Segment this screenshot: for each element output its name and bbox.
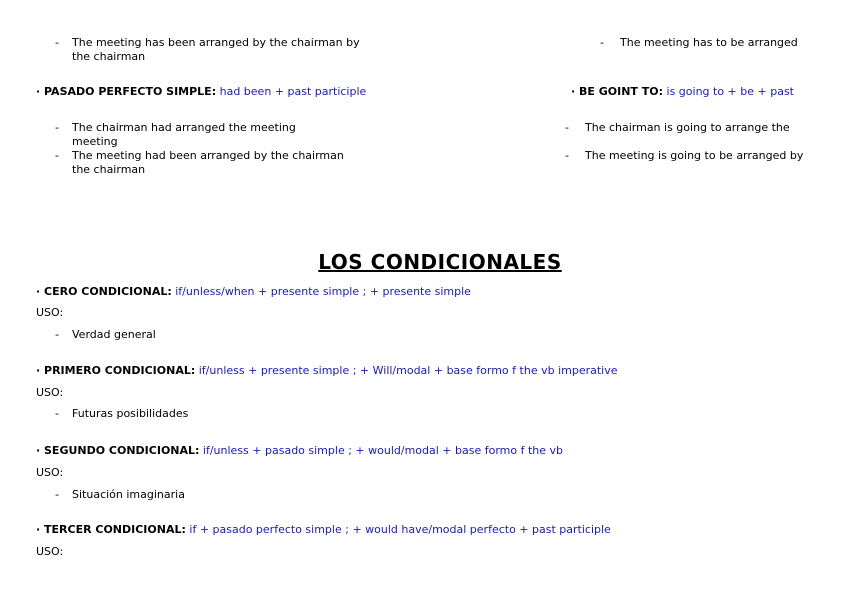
- uso-label: USO:: [36, 306, 64, 319]
- primero-condicional-heading: [36, 364, 618, 377]
- list-dash: -: [55, 36, 59, 49]
- list-dash: -: [55, 121, 59, 134]
- cero-condicional-heading: [36, 285, 471, 298]
- uso-label: USO:: [36, 545, 64, 558]
- list-dash: -: [55, 407, 59, 420]
- list-item: The meeting has to be arranged: [620, 36, 798, 49]
- uso-item: Verdad general: [72, 328, 156, 341]
- uso-item: Situación imaginaria: [72, 488, 185, 501]
- uso-label: USO:: [36, 386, 64, 399]
- list-item: The chairman is going to arrange the: [585, 121, 790, 134]
- list-item: The meeting has been arranged by the chairman by the chairman: [72, 36, 360, 63]
- segundo-condicional-heading: [36, 444, 563, 457]
- tercer-condicional-heading: [36, 523, 611, 536]
- condicional-label: · CERO CONDICIONAL:: [36, 285, 172, 298]
- list-dash: -: [55, 149, 59, 162]
- uso-label: USO:: [36, 466, 64, 479]
- be-going-to-heading: [571, 85, 794, 98]
- condicional-label: · TERCER CONDICIONAL:: [36, 523, 186, 536]
- list-dash: -: [565, 149, 569, 162]
- list-dash: -: [600, 36, 604, 49]
- be-going-to-label: · BE GOINT TO:: [571, 85, 664, 98]
- pasado-perfecto-formula: had been + past participle: [219, 85, 367, 98]
- condicional-label: · PRIMERO CONDICIONAL:: [36, 364, 196, 377]
- uso-item: Futuras posibilidades: [72, 407, 189, 420]
- list-dash: -: [55, 488, 59, 501]
- page-title: LOS CONDICIONALES: [318, 250, 562, 274]
- condicional-label: · SEGUNDO CONDICIONAL:: [36, 444, 200, 457]
- list-dash: -: [565, 121, 569, 134]
- condicional-formula: if/unless + pasado simple ; + would/modal + base formo f the vb: [202, 444, 563, 457]
- list-item: The meeting is going to be arranged by: [585, 149, 804, 162]
- condicional-formula: if/unless + presente simple ; + Will/modal + base formo f the vb imperative: [198, 364, 618, 377]
- list-item: The meeting had been arranged by the chairman the chairman: [72, 149, 344, 176]
- condicional-formula: if/unless/when + presente simple ; + presente simple: [175, 285, 471, 298]
- list-dash: -: [55, 328, 59, 341]
- be-going-to-formula: is going to + be + past: [666, 85, 794, 98]
- condicional-formula: if + pasado perfecto simple ; + would have/modal perfecto + past participle: [189, 523, 611, 536]
- pasado-perfecto-heading: [36, 85, 381, 99]
- pasado-perfecto-label: · PASADO PERFECTO SIMPLE:: [36, 85, 217, 98]
- list-item: The chairman had arranged the meeting meeting: [72, 121, 296, 148]
